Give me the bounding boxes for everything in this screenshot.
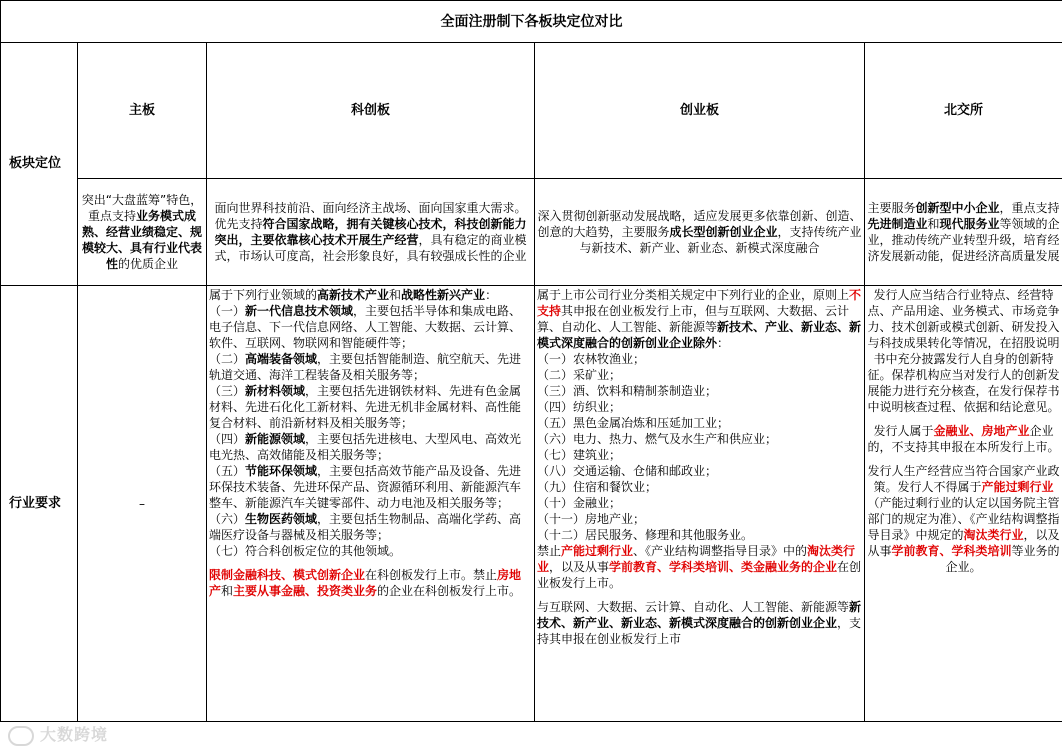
text-line xyxy=(209,543,532,559)
text-run: 产能过剩行业 xyxy=(981,480,1054,494)
positioning-main-board xyxy=(78,179,207,286)
text-line xyxy=(537,511,862,527)
text-line xyxy=(537,431,862,447)
text-line xyxy=(209,383,532,431)
text-line xyxy=(537,447,862,463)
text-run: （二）采矿业； xyxy=(537,368,622,382)
text-run: 新技术、产业、新业态、新模式深度融合的创新创业企业除外 xyxy=(537,320,862,350)
text-run: ，主要包括半导体和集成电路、电子信息、下一代信息网络、人工智能、大数据、云计算、软件、互联网、物联网和智能硬件等； xyxy=(209,304,522,350)
text-run: （十）金融业； xyxy=(537,496,622,510)
text-line xyxy=(537,495,862,511)
text-line xyxy=(867,287,1060,415)
text-line xyxy=(537,367,862,383)
text-line xyxy=(537,399,862,415)
header-bse: 北交所 xyxy=(865,43,1062,179)
watermark-text: 大数跨境 xyxy=(40,725,109,744)
text-run: 的企业在科创板发行上市。 xyxy=(377,584,522,598)
text-line xyxy=(537,463,862,479)
text-line xyxy=(537,591,862,599)
text-run: 学前教育、学科类培训 xyxy=(891,544,1012,558)
text-line xyxy=(209,431,532,463)
text-run: （一）农林牧渔业； xyxy=(537,352,646,366)
text-run: 发行人属于 xyxy=(873,424,934,438)
text-run: ，具有稳定的商业模式，市场认可度高，社会形象良好，具有较强成长性的企业 xyxy=(214,233,527,263)
text-run: （三） xyxy=(209,384,246,398)
text-run: 业务模式成熟、经营业绩稳定、规模较大、具有行业代表性 xyxy=(81,209,202,271)
text-line xyxy=(537,287,862,351)
text-run: 禁止 xyxy=(537,544,562,558)
table-title: 全面注册制下各板块定位对比 xyxy=(1,1,1062,43)
text-line xyxy=(867,455,1060,463)
text-run: 战略性新兴产业 xyxy=(401,288,486,302)
text-line xyxy=(209,287,532,303)
text-run: 、《产业结构调整指导目录》中的 xyxy=(633,544,808,558)
text-run: （六）电力、热力、燃气及水生产和供应业； xyxy=(537,432,778,446)
text-run: （二） xyxy=(209,352,246,366)
text-run: ，主要包括先进核电、大型风电、高效光电光热、高效储能及相关服务等； xyxy=(209,432,522,462)
text-run: ，主要包括智能制造、航空航天、先进轨道交通、海洋工程装备及相关服务等； xyxy=(209,352,522,382)
text-run: 发行人生产经营应当符合国家产业政策。发行人不得属于 xyxy=(867,464,1060,494)
watermark xyxy=(8,722,108,746)
text-run: 发行人应当结合行业特点、经营特点、产品用途、业务模式、市场竞争力、技术创新或模式创新、研发投入与科技成果转化等情况，在招股说明书中充分披露发行人自身的创新特征。保荐机构应当对发行人的创新发展能力进行充分核查，在发行保荐书中说明核查过程、依据和结论意见。 xyxy=(867,288,1060,414)
text-run: （三）酒、饮料和精制茶制造业； xyxy=(537,384,718,398)
industry-main-board: – xyxy=(78,286,207,722)
text-line xyxy=(537,415,862,431)
header-star-market: 科创板 xyxy=(207,43,535,179)
industry-chinext xyxy=(535,286,865,722)
row-label-positioning: 板块定位 xyxy=(1,43,78,286)
industry-star-market xyxy=(207,286,535,722)
text-run: 属于下列行业领域的 xyxy=(209,288,318,302)
text-line xyxy=(537,383,862,399)
text-run: ，支持其申报在创业板发行上市 xyxy=(537,616,862,646)
text-run: 在创业板发行上市。 xyxy=(537,560,862,590)
text-run: 主要从事金融、投资类业务 xyxy=(233,584,378,598)
text-run: （七）建筑业； xyxy=(537,448,622,462)
text-run: ： xyxy=(717,336,730,350)
text-line xyxy=(209,559,532,567)
text-run: （一） xyxy=(209,304,246,318)
text-run: ，以及从事 xyxy=(867,528,1060,558)
row-label-industry: 行业要求 xyxy=(1,286,78,722)
positioning-star-market xyxy=(207,179,535,286)
text-run: 学前教育、学科类培训、类金融业务的企业 xyxy=(609,560,838,574)
text-run: 和 xyxy=(389,288,402,302)
text-run: 深入贯彻创新驱动发展战略，适应发展更多依靠创新、创造、创意的大趋势，主要服务 xyxy=(537,209,862,239)
text-run: ： xyxy=(485,288,498,302)
positioning-chinext xyxy=(535,179,865,286)
header-chinext: 创业板 xyxy=(535,43,865,179)
text-run: （十一）房地产业； xyxy=(537,512,646,526)
text-run: 在科创板发行上市。禁止 xyxy=(365,568,498,582)
text-run: 新材料领域 xyxy=(245,384,306,398)
text-run: 生物医药领域 xyxy=(245,512,318,526)
text-run: 新技术、新产业、新业态、新模式深度融合的创新创业企业 xyxy=(537,600,862,630)
text-line xyxy=(537,351,862,367)
text-run: 和 xyxy=(927,217,940,231)
text-run: 不支持 xyxy=(537,288,862,318)
text-run: （产能过剩行业的认定以国务院主管部门的规定为准）、《产业结构调整指导目录》中规定的 xyxy=(867,496,1060,542)
text-run: 属于上市公司行业分类相关规定中下列行业的企业，原则上 xyxy=(537,288,850,302)
header-main-board: 主板 xyxy=(78,43,207,179)
text-run: ，重点支持 xyxy=(999,201,1060,215)
text-line xyxy=(537,527,862,543)
text-run: 等领域的企业，推动传统产业转型升级，培育经济发展新动能，促进经济高质量发展 xyxy=(867,217,1060,263)
text-line xyxy=(537,479,862,495)
text-run: 限制金融科技、模式创新企业 xyxy=(209,568,366,582)
positioning-bse xyxy=(865,179,1062,286)
text-run: （十二）居民服务、修理和其他服务业。 xyxy=(537,528,754,542)
text-run: 新一代信息技术领域 xyxy=(245,304,354,318)
text-run: （五） xyxy=(209,464,246,478)
text-line xyxy=(537,543,862,591)
text-run: （五）黑色金属冶炼和压延加工业； xyxy=(537,416,730,430)
text-line xyxy=(209,511,532,543)
text-line xyxy=(867,463,1060,575)
text-run: 和 xyxy=(221,584,234,598)
text-run: 淘汰类行业 xyxy=(537,544,856,574)
text-run: （七）符合科创板定位的其他领域。 xyxy=(209,544,402,558)
text-run: 的优质企业 xyxy=(118,257,179,271)
text-run: 先进制造业 xyxy=(867,217,928,231)
text-run: 等业务的企业。 xyxy=(945,544,1060,574)
text-run: ，主要包括先进钢铁材料、先进有色金属材料、先进石化化工新材料、先进无机非金属材料、高性能复合材料、前沿新材料及相关服务等； xyxy=(209,384,522,430)
text-run: 成长型创新创业企业 xyxy=(669,225,778,239)
text-run: 突出“大盘蓝筹”特色，重点支持 xyxy=(81,193,203,223)
text-run: 与互联网、大数据、云计算、自动化、人工智能、新能源等 xyxy=(537,600,850,614)
text-run: （八）交通运输、仓储和邮政业； xyxy=(537,464,718,478)
text-run: 高端装备领域 xyxy=(245,352,318,366)
text-run: ，主要包括高效节能产品及设备、先进环保技术装备、先进环保产品、资源循环利用、新能源汽车整车、新能源汽车关键零部件、动力电池及相关服务等； xyxy=(209,464,522,510)
text-run: （九）住宿和餐饮业； xyxy=(537,480,658,494)
text-run: 房地产 xyxy=(209,568,522,598)
text-run: 高新技术产业 xyxy=(317,288,390,302)
text-line xyxy=(537,599,862,647)
text-run: 产能过剩行业 xyxy=(561,544,634,558)
text-run: ，支持传统产业与新技术、新产业、新业态、新模式深度融合 xyxy=(579,225,862,255)
text-run: （六） xyxy=(209,512,246,526)
text-run: 主要服务 xyxy=(867,201,916,215)
industry-bse xyxy=(865,286,1062,722)
text-run: 面向世界科技前沿、面向经济主战场、面向国家重大需求。优先支持 xyxy=(214,201,527,231)
text-line xyxy=(209,303,532,351)
text-run: 节能环保领域 xyxy=(245,464,318,478)
text-run: 现代服务业 xyxy=(939,217,1000,231)
text-line xyxy=(209,351,532,383)
text-run: 符合国家战略，拥有关键核心技术，科技创新能力突出，主要依靠核心技术开展生产经营 xyxy=(214,217,527,247)
text-line xyxy=(867,423,1060,455)
text-run: 其申报在创业板发行上市，但与互联网、大数据、云计算、自动化、人工智能、新能源等 xyxy=(537,304,850,334)
text-run: 创新型中小企业 xyxy=(915,201,1000,215)
text-line xyxy=(209,463,532,511)
text-run: 企业的，不支持其申报在本所发行上市。 xyxy=(867,424,1060,454)
circle-logo-icon xyxy=(8,726,34,746)
text-run: ，以及从事 xyxy=(549,560,610,574)
text-run: 新能源领域 xyxy=(245,432,306,446)
text-run: ，主要包括生物制品、高端化学药、高端医疗设备与器械及相关服务等； xyxy=(209,512,522,542)
text-line xyxy=(867,415,1060,423)
text-run: 淘汰类行业 xyxy=(963,528,1024,542)
text-run: （四）纺织业； xyxy=(537,400,622,414)
text-line xyxy=(209,567,532,599)
text-run: （四） xyxy=(209,432,246,446)
text-run: 金融业、房地产业 xyxy=(933,424,1030,438)
